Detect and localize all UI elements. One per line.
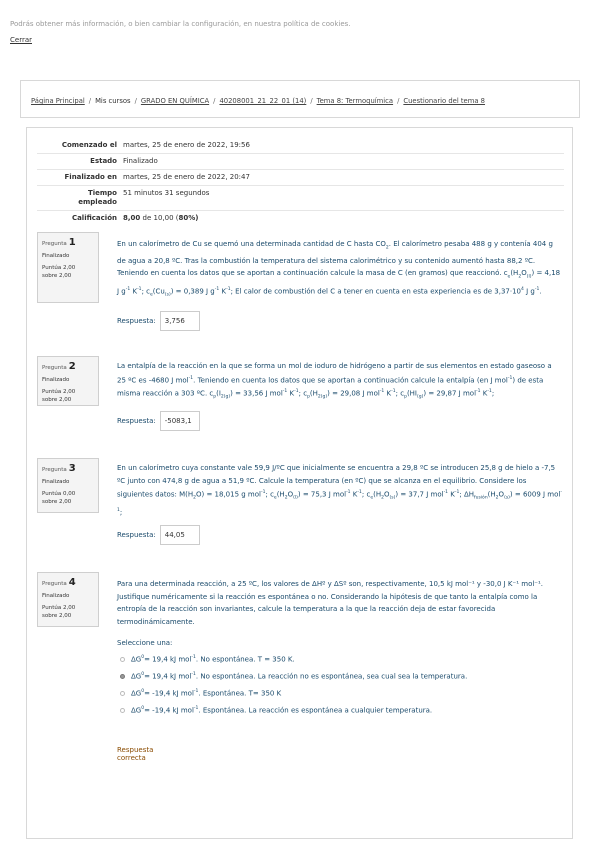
ot: = 19,4 kJ mol	[144, 672, 192, 681]
response-row	[117, 311, 200, 331]
qt: (l)	[293, 495, 298, 501]
qt: K	[219, 287, 227, 296]
qt: (s)	[504, 495, 510, 501]
qt: (l)	[526, 274, 532, 280]
breadcrumb-separator: /	[310, 97, 313, 105]
qt: -1	[379, 389, 385, 395]
option-text	[131, 655, 295, 663]
qt: K	[287, 389, 295, 398]
question-label: Pregunta	[42, 365, 67, 371]
ot: 0	[141, 706, 145, 712]
question-text	[117, 462, 562, 519]
summary-value: martes, 25 de enero de 2022, 20:47	[123, 173, 250, 181]
breadcrumb-separator: /	[213, 97, 216, 105]
breadcrumb-separator: /	[397, 97, 400, 105]
breadcrumb-separator: /	[88, 97, 92, 105]
quiz-review-panel	[26, 127, 573, 839]
question-number	[42, 237, 94, 248]
radio-button[interactable]	[120, 657, 125, 662]
summary-label: Calificación	[71, 214, 117, 222]
qt: ) = 29,08 J mol	[327, 389, 380, 398]
question-text	[117, 360, 562, 405]
qt: -1	[117, 490, 562, 514]
question-number-value: 2	[68, 361, 76, 372]
question-points	[42, 388, 94, 404]
qt: -1	[214, 287, 220, 293]
qt: ) de esta misma reacción a 303 ºC. c	[117, 375, 544, 398]
answer-option[interactable]	[117, 702, 562, 719]
answer-option[interactable]	[117, 651, 562, 668]
qt: O	[498, 490, 505, 499]
answer-option[interactable]	[117, 668, 562, 685]
ot: 0	[141, 655, 145, 661]
qt: -1	[282, 389, 288, 395]
qt: ; ΔH	[459, 490, 475, 499]
response-label: Respuesta:	[117, 317, 156, 325]
ot: ΔG	[131, 689, 142, 698]
response-input[interactable]: 3,756	[160, 311, 200, 331]
qt: -1	[137, 287, 142, 293]
ot: 0	[141, 689, 145, 695]
question-number	[42, 463, 94, 474]
answer-options	[117, 639, 562, 719]
points-line: Puntúa 2,00	[42, 265, 76, 271]
qt: ; El calor de combustión del C a tener en cuenta en esta experiencia es de 3,37·10	[230, 287, 522, 296]
question-points	[42, 604, 94, 620]
qt: (H	[487, 490, 496, 499]
grade-mid: de 10,00 (	[142, 214, 179, 222]
response-label: Respuesta:	[117, 417, 156, 425]
qt: La entalpía de la reacción en la que se forma un mol de ioduro de hidrógeno a partir de sus elementos en estado gaseoso a 25 ºC es -4680 J mol	[117, 362, 552, 384]
ot: ΔG	[131, 706, 142, 715]
qt: 2	[518, 274, 522, 280]
select-label: Seleccione una:	[117, 639, 173, 647]
response-label: Respuesta:	[117, 531, 156, 539]
points-line: sobre 2,00	[42, 273, 72, 279]
summary-value: 51 minutos 31 segundos	[123, 189, 210, 197]
qt: e	[150, 293, 153, 298]
option-text	[131, 672, 467, 680]
qt: 2(g)	[317, 395, 328, 401]
breadcrumb-home[interactable]: Página Principal	[31, 97, 85, 105]
breadcrumb-my-courses: Mis cursos	[95, 97, 131, 105]
points-line: Puntúa 2,00	[42, 389, 76, 395]
qt: ) = 33,56 J mol	[230, 389, 283, 398]
ot: = 19,4 kJ mol	[144, 655, 192, 664]
grade-score: 8,00	[123, 214, 141, 222]
summary-label: Comenzado el	[61, 141, 117, 149]
qt: .	[539, 287, 542, 296]
points-line: sobre 2,00	[42, 397, 72, 403]
question-info	[37, 572, 99, 627]
qt: ; c	[298, 389, 308, 398]
question-label: Pregunta	[42, 581, 67, 587]
question-number	[42, 577, 94, 588]
answer-option[interactable]	[117, 685, 562, 702]
qt: p	[213, 395, 217, 401]
qt: 2	[495, 495, 499, 501]
summary-row-time	[37, 185, 564, 210]
qt: (H	[276, 490, 285, 499]
response-input[interactable]: 44,05	[160, 525, 200, 545]
summary-label	[37, 189, 117, 207]
qt: -1	[391, 389, 396, 395]
qt: J g	[523, 287, 535, 296]
qt: O	[383, 490, 390, 499]
question-points	[42, 264, 94, 280]
summary-value: martes, 25 de enero de 2022, 19:56	[123, 141, 250, 149]
response-row	[117, 525, 200, 545]
qt: -1	[226, 287, 231, 293]
qt: 2	[193, 495, 196, 501]
ot: = -19,4 kJ mol	[144, 706, 194, 715]
breadcrumb-separator: /	[134, 97, 137, 105]
qt: (I	[216, 389, 221, 398]
response-row	[117, 411, 200, 431]
ot: -1	[191, 672, 196, 678]
qt: p	[307, 395, 310, 401]
qt: 2	[381, 495, 384, 501]
question-label: Pregunta	[42, 467, 67, 473]
points-line: Puntúa 0,00	[42, 491, 76, 497]
qt: . Teniendo en cuenta los datos que se aportan a continuación calcule la entalpía (en J mol	[193, 375, 508, 384]
feedback-correct: Respuesta correcta	[117, 746, 154, 762]
qt: -1	[346, 490, 351, 495]
qt: ;	[491, 389, 495, 398]
qt: ) = 0,389 J g	[170, 287, 215, 296]
qt: O	[287, 490, 294, 499]
ot: = -19,4 kJ mol	[144, 689, 194, 698]
qt: ; c	[361, 490, 371, 499]
qt: . El calorímetro pesaba 488 g y contenía 404 g de agua a 20,8 ºC. Tras la combustión la temperatura del sistema calorimétrico y su contenido aumentó hasta 88,2 ºC. Teniendo en cuenta los datos que se aportan a continuación calcule la masa de C (en gramos) que reaccionó. c	[117, 240, 553, 278]
ot: . No espontánea. La reacción no es espontánea, sea cual sea la temperatura.	[195, 672, 468, 681]
qt: -1	[443, 490, 449, 495]
radio-button-selected[interactable]	[120, 674, 125, 679]
ot: -1	[193, 706, 199, 712]
ot: ΔG	[131, 672, 142, 681]
qt: e	[507, 274, 511, 280]
qt: K	[448, 490, 455, 499]
ot: -1	[193, 689, 199, 695]
breadcrumb-panel	[20, 80, 580, 118]
summary-value: Finalizado	[123, 157, 158, 165]
qt: -1	[294, 389, 299, 395]
cookie-notice-text: Podrás obtener más información, o bien cambiar la configuración, en nuestra política de cookies.	[10, 20, 351, 28]
breadcrumb-course[interactable]: 40208001_21_22_01 (14)	[219, 97, 307, 105]
radio-button[interactable]	[120, 691, 125, 696]
qt: -1	[188, 375, 194, 381]
qt: ) = 37,7 J mol	[395, 490, 444, 499]
qt: -1	[534, 287, 540, 293]
qt: -1	[260, 490, 266, 495]
summary-row-finished	[37, 169, 564, 185]
qt: K	[130, 287, 138, 296]
qt: K	[384, 389, 392, 398]
qt: ) = 29,87 J mol	[423, 389, 477, 398]
qt: ; c	[265, 490, 274, 499]
qt: ) = 6009 J mol	[509, 490, 561, 499]
question-number-value: 4	[68, 577, 76, 588]
qt: 2(g)	[220, 395, 231, 401]
summary-row-started	[37, 138, 564, 153]
qt: En un calorímetro de Cu se quemó una determinada cantidad de C hasta CO	[117, 240, 386, 248]
summary-row-state	[37, 153, 564, 169]
ot: 0	[141, 672, 145, 678]
question-number-value: 3	[68, 463, 76, 474]
option-text	[131, 706, 432, 714]
qt: K	[350, 490, 358, 499]
qt: (HI	[406, 389, 417, 398]
qt: 2	[284, 495, 288, 501]
question-number-value: 1	[68, 237, 76, 248]
option-text	[131, 689, 281, 697]
grade-percent: 80	[178, 214, 189, 222]
qt: ; c	[141, 287, 150, 296]
qt: (g)	[417, 395, 424, 401]
qt: ; c	[395, 389, 405, 398]
qt: (H	[373, 490, 382, 499]
points-line: sobre 2,00	[42, 613, 72, 619]
qt: O) = 18,015 g mol	[195, 490, 261, 499]
qt: (Cu	[152, 287, 165, 296]
response-input[interactable]: -5083,1	[160, 411, 200, 431]
question-state: Finalizado	[42, 377, 70, 383]
qt: e	[370, 495, 374, 501]
breadcrumb-quiz[interactable]: Cuestionario del tema 8	[403, 97, 486, 105]
question-points	[42, 490, 94, 506]
ot: . Espontánea. La reacción es espontánea a cualquier temperatura.	[198, 706, 433, 715]
question-info	[37, 458, 99, 513]
qt: -1	[507, 375, 513, 381]
qt: ) = 75,3 J mol	[297, 490, 347, 499]
summary-label: Estado	[90, 157, 117, 165]
qt: -1	[357, 490, 362, 495]
qt: (s)	[164, 293, 171, 298]
ot: ΔG	[131, 655, 142, 664]
qt: p	[404, 395, 407, 401]
summary-label: Finalizado en	[64, 173, 117, 181]
ot: . Espontánea. T= 350 K	[198, 689, 282, 698]
question-text	[117, 238, 562, 303]
qt: -1	[487, 389, 492, 395]
question-label: Pregunta	[42, 241, 67, 247]
grade-end: %)	[188, 214, 199, 222]
points-line: sobre 2,00	[42, 499, 72, 505]
breadcrumb-degree[interactable]: GRADO EN QUÍMICA	[140, 97, 210, 105]
qt: K	[480, 389, 488, 398]
qt: (H	[510, 269, 519, 278]
summary-label-line: Tiempo	[87, 189, 117, 197]
qt: ) = 4,18 J g	[117, 269, 561, 296]
qt: ;	[119, 508, 123, 517]
qt: -1	[454, 490, 460, 495]
qt: e	[273, 495, 277, 501]
question-info	[37, 232, 99, 303]
qt: (H	[309, 389, 318, 398]
question-state: Finalizado	[42, 479, 70, 485]
question-text: Para una determinada reacción, a 25 ºC, los valores de ΔHº y ΔSº son, respectivamente, 10,5 kJ mol⁻¹ y -30,0 J K⁻¹ mol⁻¹. Justifique numéricamente si la reacción es espontánea o no. Considerando la hipótesis de que tanto la entalpía como la entropía de la reacción son invariantes, calcule la temperatura a la que la reacción deja de estar favorecida termodinámicamente.	[117, 580, 544, 626]
attempt-summary-table	[37, 138, 564, 226]
summary-row-grade	[37, 210, 564, 226]
breadcrumb	[31, 97, 485, 105]
question-state: Finalizado	[42, 253, 70, 259]
question-info	[37, 356, 99, 406]
qt: -1	[125, 287, 131, 293]
close-link[interactable]: Cerrar	[10, 36, 32, 44]
qt: O	[521, 269, 527, 278]
qt: En un calorímetro cuya constante vale 59,9 J/ºC que inicialmente se encuentra a 29,8 ºC se introducen 25,8 g de hielo a -7,5 ºC junto con 474,8 g de agua a 51,9 ºC. Calcule la temperatura (en ºC) que se alcanza en el equilibrio. Considere los siguientes datos: M(H	[117, 464, 556, 499]
summary-label-line: empleado	[78, 198, 117, 206]
qt: -1	[476, 389, 481, 395]
qt: (s)	[389, 495, 396, 501]
points-line: Puntúa 2,00	[42, 605, 76, 611]
ot: . No espontánea. T = 350 K.	[195, 655, 295, 664]
qt: 4	[521, 287, 524, 293]
qt: fusión	[474, 495, 488, 501]
question-number	[42, 361, 94, 372]
qt: 2	[385, 245, 389, 251]
ot: -1	[191, 655, 196, 661]
summary-value	[117, 214, 198, 223]
radio-button[interactable]	[120, 708, 125, 713]
breadcrumb-topic[interactable]: Tema 8: Termoquímica	[316, 97, 394, 105]
question-state: Finalizado	[42, 593, 70, 599]
